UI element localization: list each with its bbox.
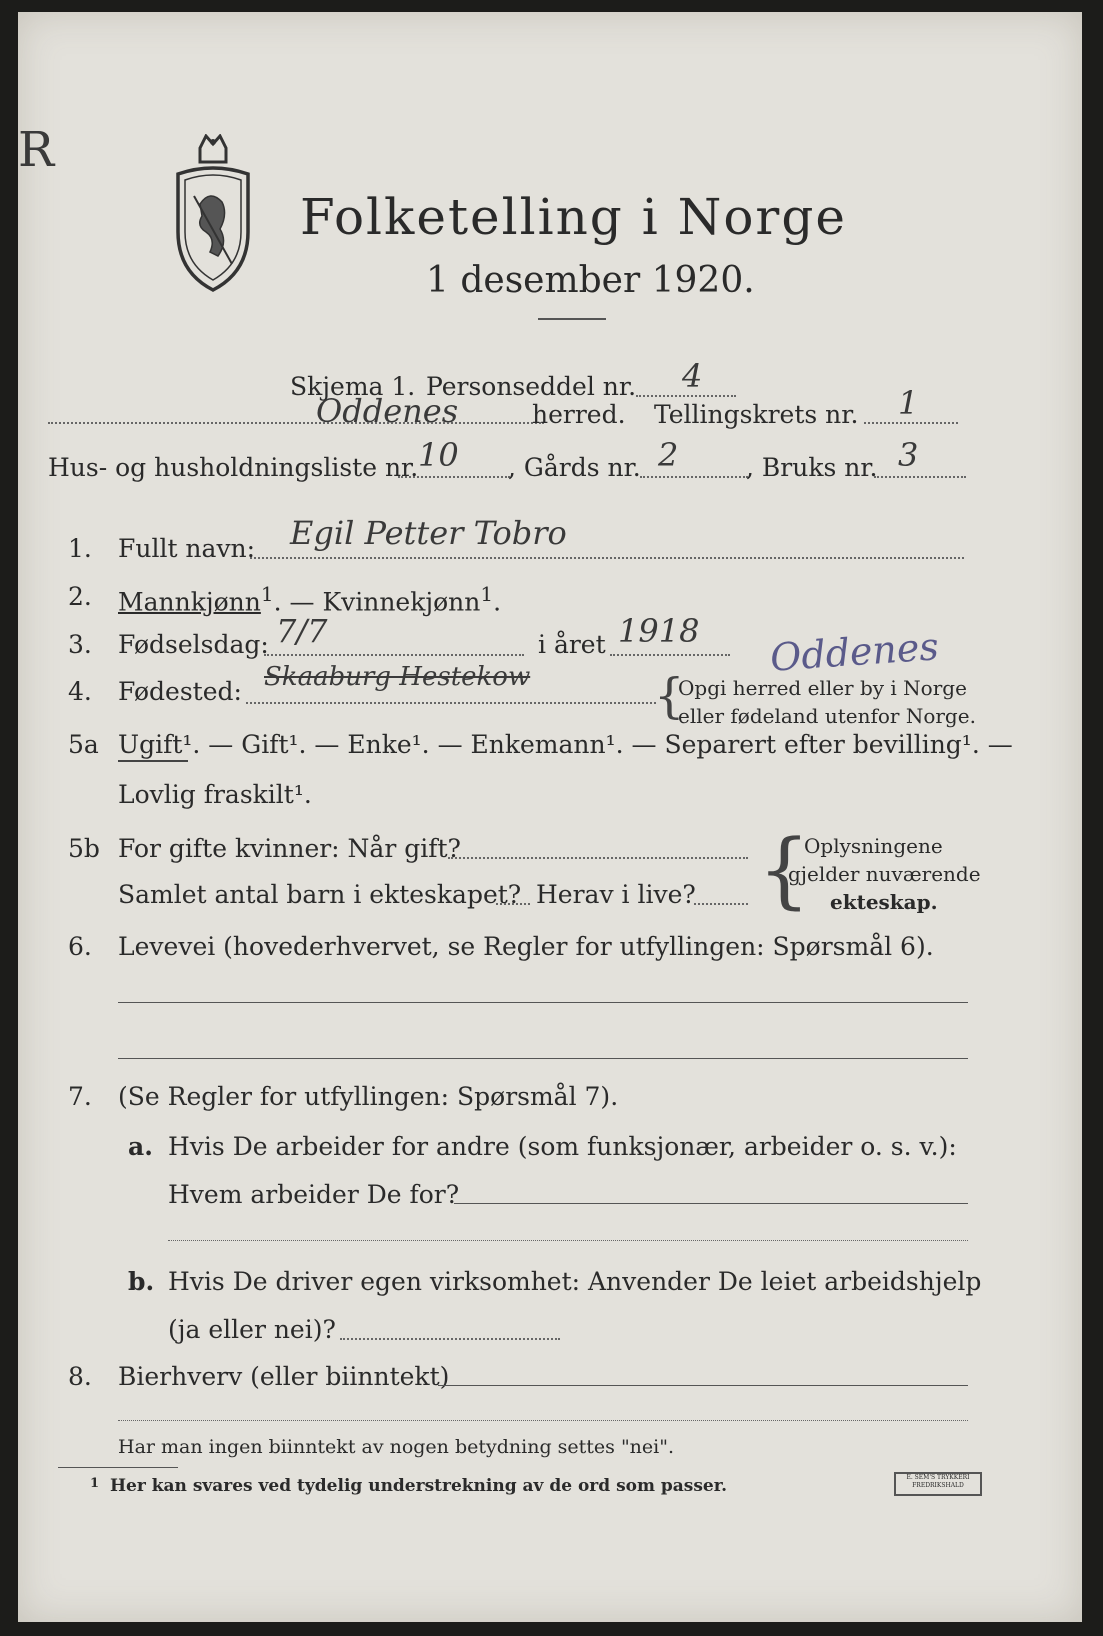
q3-year-label: i året <box>538 630 606 659</box>
tellingskrets-field-line <box>864 422 958 424</box>
q5a-ugift-underline <box>118 760 188 762</box>
q4-note-line1: Opgi herred eller by i Norge <box>678 676 967 700</box>
census-date: 1 desember 1920. <box>426 260 755 301</box>
q7b-answer-line <box>340 1338 560 1340</box>
q1-fullname-value: Egil Petter Tobro <box>290 514 567 552</box>
q4-label: Fødested: <box>118 677 242 706</box>
q3-margin-note: Oddenes <box>768 624 941 680</box>
personseddel-value: 4 <box>682 357 703 395</box>
q5b-note-line1: Oplysningene <box>804 834 943 858</box>
printer-stamp: E. SEM'S TRYKKERI FREDRIKSHALD <box>894 1472 982 1496</box>
q5a-options-line2: Lovlig fraskilt¹. <box>118 780 312 809</box>
q6-label: Levevei (hovederhvervet, se Regler for utfyllingen: Spørsmål 6). <box>118 932 934 961</box>
q5b-children-line <box>496 903 530 905</box>
bruks-value: 3 <box>898 436 919 474</box>
tellingskrets-value: 1 <box>898 384 919 422</box>
census-form-page <box>18 12 1082 1622</box>
q5b-alive-line <box>694 903 748 905</box>
q4-number: 4. <box>68 677 92 706</box>
q4-brace: { <box>654 668 685 724</box>
q7-number: 7. <box>68 1082 92 1111</box>
form-title: Folketelling i Norge <box>300 188 847 246</box>
q2-option-mann: Mannkjønn <box>118 587 261 617</box>
liste-label: Hus- og husholdningsliste nr. <box>48 453 419 482</box>
herred-label: herred. <box>532 400 626 429</box>
gards-value: 2 <box>658 436 679 474</box>
q1-label: Fullt navn: <box>118 534 256 563</box>
q7a-extra-line <box>168 1240 968 1241</box>
q8-answer-line <box>438 1385 968 1386</box>
q6-number: 6. <box>68 932 92 961</box>
q5b-brace: { <box>758 823 811 918</box>
q5a-number: 5a <box>68 730 99 759</box>
q5b-note-line2: gjelder nuværende <box>788 862 981 886</box>
q3-birthday-line <box>264 654 524 656</box>
q1-field-line <box>250 557 964 559</box>
q3-birthday-value: 7/7 <box>276 612 328 650</box>
q1-number: 1. <box>68 534 92 563</box>
q5b-children-label: Samlet antal barn i ekteskapet? <box>118 880 522 909</box>
bruks-label: , Bruks nr. <box>746 453 878 482</box>
q5b-number: 5b <box>68 834 100 863</box>
footnote-divider <box>58 1467 178 1468</box>
tellingskrets-label: Tellingskrets nr. <box>654 400 859 429</box>
q7b-question: Hvis De driver egen virksomhet: Anvender De leiet arbeidshjelp <box>168 1267 982 1296</box>
bruks-field-line <box>874 476 966 478</box>
schema-label: Skjema 1. <box>290 372 416 401</box>
q2-number: 2. <box>68 582 92 611</box>
q5a-options: Ugift¹. — Gift¹. — Enke¹. — Enkemann¹. — Separert efter bevilling¹. — <box>118 730 1013 759</box>
q4-note-line2: eller fødeland utenfor Norge. <box>678 704 976 728</box>
q8-label: Bierhverv (eller biinntekt) <box>118 1362 450 1391</box>
q5b-alive-label: Herav i live? <box>536 880 696 909</box>
q7a-employer-line <box>454 1203 968 1204</box>
q2-options: Mannkjønn$^1$. — Kvinnekjønn$^1$. <box>118 582 502 617</box>
gards-label: , Gårds nr. <box>508 453 641 482</box>
herred-value: Oddenes <box>316 392 459 430</box>
q4-field-line <box>246 702 656 704</box>
q7b-answer-label: (ja eller nei)? <box>168 1315 336 1344</box>
q4-birthplace-value: Skaaburg Hestekow <box>264 662 531 692</box>
q3-label: Fødselsdag: <box>118 630 269 659</box>
no-income-note: Har man ingen biinntekt av nogen betydning settes "nei". <box>118 1436 675 1458</box>
norway-coat-of-arms-icon <box>170 134 256 294</box>
q8-number: 8. <box>68 1362 92 1391</box>
footnote-text: Her kan svares ved tydelig understrekning av de ord som passer. <box>110 1476 728 1496</box>
herred-field-line <box>48 422 544 424</box>
q8-extra-line <box>118 1420 968 1421</box>
q6-answer-line1 <box>118 1002 968 1003</box>
q7a-employer-label: Hvem arbeider De for? <box>168 1180 460 1209</box>
margin-mark: R <box>18 122 55 178</box>
q7a-number: a. <box>128 1132 153 1161</box>
q3-number: 3. <box>68 630 92 659</box>
personseddel-field-line <box>636 395 736 397</box>
q7a-question: Hvis De arbeider for andre (som funksjonær, arbeider o. s. v.): <box>168 1132 957 1161</box>
q5b-married-label: For gifte kvinner: Når gift? <box>118 834 461 863</box>
footnote-mark: 1 <box>90 1476 100 1491</box>
q6-answer-line2 <box>118 1058 968 1059</box>
gards-field-line <box>640 476 748 478</box>
q3-year-line <box>610 654 730 656</box>
liste-value: 10 <box>418 436 459 474</box>
q7b-number: b. <box>128 1267 155 1296</box>
q5b-note-line3: ekteskap. <box>830 890 938 914</box>
q3-year-value: 1918 <box>618 612 700 650</box>
q7-label: (Se Regler for utfyllingen: Spørsmål 7). <box>118 1082 619 1111</box>
q2-option-kvinne: Kvinnekjønn <box>322 587 481 617</box>
title-divider <box>538 318 606 320</box>
liste-field-line <box>398 476 510 478</box>
q5b-married-line <box>448 857 748 859</box>
personseddel-label: Personseddel nr. <box>426 372 637 401</box>
